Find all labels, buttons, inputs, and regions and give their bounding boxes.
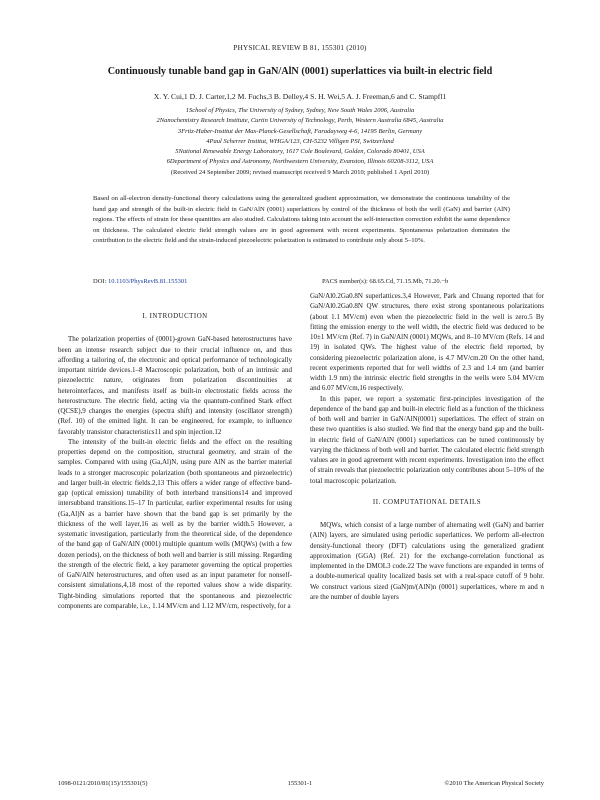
journal-header: PHYSICAL REVIEW B 81, 155301 (2010) <box>233 44 367 52</box>
received-dates: (Received 24 September 2009; revised manuscript received 9 March 2010; published 1 April 2010) <box>170 168 430 176</box>
affiliations <box>40 106 560 178</box>
footer-issn: 1098-0121/2010/81(15)/155301(5) <box>58 780 148 787</box>
paragraph: The polarization properties of (0001)-grown GaN-based heterostructures have been an intense research subject due to their crucial influence on, and thus affording a tailoring of, the electronic and optical performance of technologically important nitride devices.1–8 Macroscopic polarization, both of an intrinsic and piezoelectric nature, originates from polarization discontinuities at heterointerfaces, and manifests itself as built-in electrostatic fields across the heterostructure. The electric field, acting via the quantum-confined Stark effect (QCSE),9 changes the energies (spectra shift) and intensity (oscillator strength) (Ref. 10) of the emitted light. It can be engineered, for example, to influence favorably transistor characteristics11 and spin injection.12 <box>58 335 292 436</box>
footer-page-number: 155301-1 <box>287 780 313 787</box>
paragraph: GaN/Al0.2Ga0.8N superlattices.3,4 However, Park and Chuang reported that for GaN/Al0.2Ga0.8N QW structures, there exist strong spontaneous polarizations (about 1.1 MV/cm) even when the piezoelectric field in the well is zero.5 By fitting the emission energy to the well width, the electric field was deduced to be 10±1 MV/cm (Ref. 7) in GaN/AlN (0001) MQWs, and 8–10 MV/cm (Refs. 14 and 19) in isolated QWs. The highest value of the electric field reported, by considering piezoelectric polarization alone, is 4.7 MV/cm.20 On the other hand, recent experiments reported that for well widths of 2.3 and 1.4 nm (and barrier width 1.9 nm) the intrinsic electric field strengths in the wells were 5.04 MV/cm and 6.07 MV/cm,16 respectively. <box>310 292 544 393</box>
paragraph: MQWs, which consist of a large number of alternating well (GaN) and barrier (AlN) layers, are simulated using periodic superlattices. We perform all-electron density-functional theory (DFT) calculations using the generalized gradient approximation (GGA) (Ref. 21) for the exchange-correlation functional as implemented in the DMOL3 code.22 The wave functions are expanded in terms of a double-numerical quality localized basis set with a real-space cutoff of 9 bohr. We construct various sized (GaN)m/(AlN)n (0001) superlattices, where m and n are the number of double layers <box>310 521 544 601</box>
doi-link[interactable]: 10.1103/PhysRevB.81.155301 <box>107 278 188 285</box>
section-heading-computational-details: II. COMPUTATIONAL DETAILS <box>372 498 482 506</box>
affiliation-3: 3Fritz-Haber-Institut der Max-Planck-Gesellschaft, Faradayweg 4-6, 14195 Berlin, Germany <box>177 127 423 135</box>
paragraph: In this paper, we report a systematic first-principles investigation of the dependence of the band gap and built-in electric field as a function of the thickness of both well and barrier in GaN/AlN(0001) superlattices. The effect of strain on these two quantities is also studied. We find that the energy band gap and the built-in electric field of GaN/AlN (0001) superlattices can be tuned continuously by varying the thickness of both well and barrier. The calculated electric field strength values are in good agreement with recent experiments. Investigation into the effect of strain reveals that piezoelectric polarization only contributes about 5–10% of the total macroscopic polarization. <box>310 394 544 485</box>
footer-copyright: ©2010 The American Physical Society <box>444 780 544 787</box>
doi-label: DOI: <box>93 278 107 285</box>
paper-title: Continuously tunable band gap in GaN/AlN (0001) superlattices via built-in electric field <box>107 66 493 77</box>
left-column <box>58 312 292 611</box>
affiliation-1: 1School of Physics, The University of Sydney, Sydney, New South Wales 2006, Australia <box>185 107 415 114</box>
doi-line <box>93 278 187 285</box>
paragraph: The intensity of the built-in electric fields and the effect on the resulting properties depend on the composition, structural geometry, and strain of the samples. Compared with using (Ga,Al)N, using pure AlN as the barrier material leads to a stronger macroscopic polarization (both spontaneous and piezoelectric) and larger built-in electric fields.2,13 This offers a wider range of effective band-gap (optical emission) tunability of both interband transitions14 and improved intersubband transitions.15–17 In particular, earlier experimental results for using (Ga,Al)N as a barrier have shown that the band gap is set primarily by the thickness of the well layer,16 as well as by the barrier width.5 However, a systematic investigation, particularly from the theoretical side, of the dependence of the band gap of GaN/AlN (0001) multiple quantum wells (MQWs) (with a few dozen periods), on the thickness of both well and barrier is still missing. Regarding the strength of the electric field, a key parameter governing the optical properties of GaN/AlN heterostructures, and often used as an input parameter for nonself-consistent simulations,4,18 most of the reported values show a wide disparity. Tight-binding simulations reported that the spontaneous and piezoelectric components are comparable, i.e., 1.14 MV/cm and 1.12 MV/cm, respectively, for a <box>58 437 292 610</box>
right-column <box>310 291 544 602</box>
author-list: X. Y. Cui,1 D. J. Carter,1,2 M. Fuchs,3 B. Delley,4 S. H. Wei,5 A. J. Freeman,6 and C. Stampfl1 <box>153 92 447 101</box>
affiliation-2: 2Nanochemistry Research Institute, Curtin University of Technology, Perth, Western Australia 6845, Australia <box>156 117 444 125</box>
affiliation-4: 4Paul Scherrer Institut, WHGA/123, CH-5232 Villigen PSI, Switzerland <box>206 137 394 145</box>
affiliation-6: 6Department of Physics and Astronomy, Northwestern University, Evanston, Illinois 60208-3112, USA <box>166 158 434 166</box>
pacs-numbers: PACS number(s): 68.65.Cd, 71.15.Mb, 71.20.−b <box>322 278 449 285</box>
section-heading-introduction: I. INTRODUCTION <box>142 313 208 320</box>
abstract: Based on all-electron density-functional theory calculations using the generalized gradient approximation, we demonstrate the continuous tunability of the band gap and strength of the built-in electric field in GaN/AlN (0001) superlattices by control of the thickness of both the well (GaN) and barrier (AlN) regions. The effects of strain for these quantities are also studied. Calculations taking into account the self-interaction correction exhibit the same dependence on thickness. The calculated electric field strength values are in good agreement with recent experiments. Spontaneous polarization dominates the contribution to the electric field and the strain-induced piezoelectric polarization is estimated to contribute only about 5–10%. <box>93 195 510 245</box>
affiliation-5: 5National Renewable Energy Laboratory, 1617 Cole Boulevard, Golden, Colorado 80401, USA <box>175 148 425 156</box>
